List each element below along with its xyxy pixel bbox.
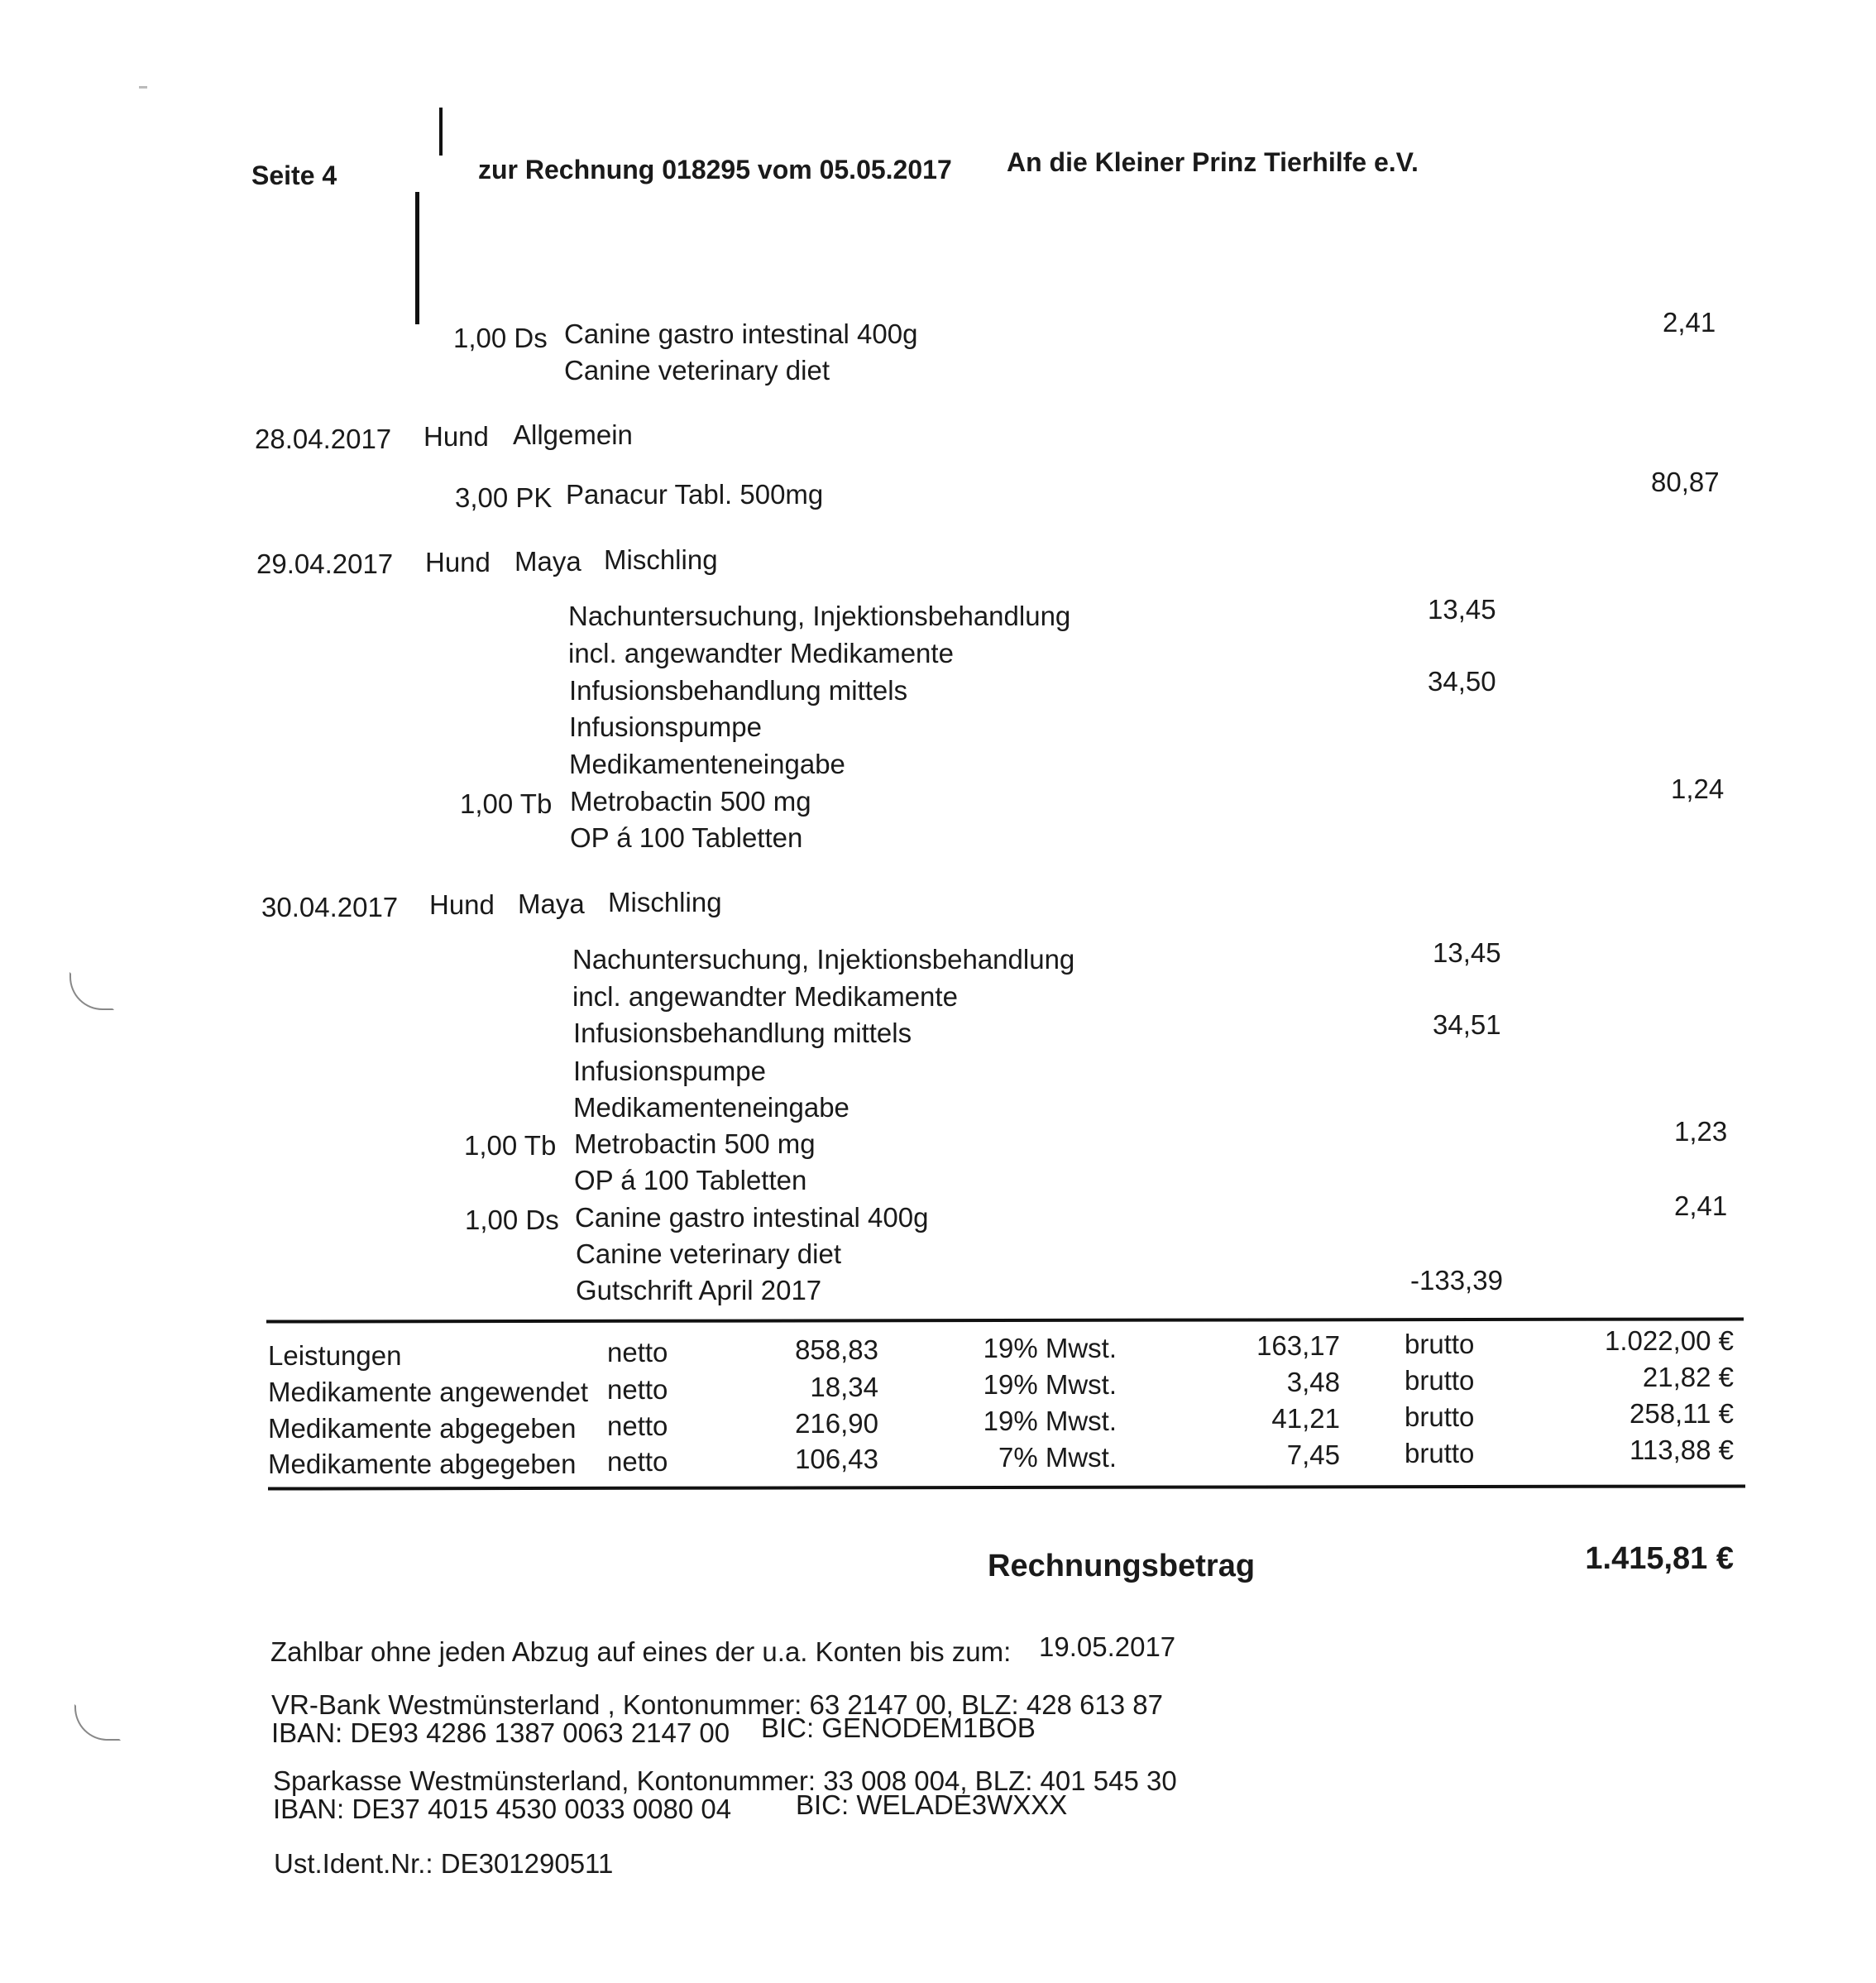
entry-name: Maya [514, 546, 581, 577]
summary-brutto: 113,88 € [1629, 1435, 1734, 1465]
due-date: 19.05.2017 [1039, 1631, 1176, 1662]
summary-tax-rate: 19% Mwst. [983, 1406, 1117, 1436]
service-desc-2: incl. angewandter Medikamente [572, 981, 958, 1012]
line-qty: 1,00 Tb [460, 788, 553, 819]
service-desc-2: Infusionspumpe [573, 1056, 766, 1086]
summary-tax-amount: 7,45 [1286, 1439, 1340, 1470]
summary-tax-amount: 163,17 [1256, 1330, 1340, 1361]
summary-brutto: 258,11 € [1629, 1398, 1734, 1429]
scan-speck [139, 86, 147, 89]
recipient: An die Kleiner Prinz Tierhilfe e.V. [1007, 147, 1419, 177]
line-desc: Metrobactin 500 mg [574, 1128, 816, 1159]
summary-label: Medikamente abgegeben [268, 1413, 577, 1444]
line-amount: 1,23 [1674, 1116, 1728, 1147]
punch-hole-mark-1 [69, 972, 114, 1010]
invoice-reference: zur Rechnung 018295 vom 05.05.2017 [478, 155, 952, 184]
bank1-account: VR-Bank Westmünsterland , Kontonummer: 63 2147 00, BLZ: 428 613 87 [271, 1689, 1164, 1720]
line-qty: 3,00 PK [455, 482, 553, 513]
service-amount: 13,45 [1428, 594, 1496, 625]
payment-terms: Zahlbar ohne jeden Abzug auf eines der u.a. Konten bis zum: [270, 1636, 1012, 1667]
line-desc: Metrobactin 500 mg [570, 786, 811, 817]
summary-bottom-rule [268, 1484, 1745, 1490]
bank2-iban: IBAN: DE37 4015 4530 0033 0080 04 [273, 1794, 732, 1824]
entry-date: 28.04.2017 [255, 424, 392, 454]
line-desc-2: Canine veterinary diet [564, 355, 830, 386]
service-amount: 34,50 [1428, 666, 1496, 697]
bank1-iban: IBAN: DE93 4286 1387 0063 2147 00 [271, 1717, 730, 1748]
service-amount: 34,51 [1433, 1009, 1501, 1040]
line-amount: 2,41 [1674, 1190, 1728, 1221]
punch-hole-mark-2 [74, 1704, 121, 1741]
total-amount: 1.415,81 € [1585, 1541, 1734, 1576]
line-qty: 1,00 Ds [453, 323, 548, 353]
line-qty: 1,00 Ds [465, 1205, 559, 1235]
summary-tax-rate: 19% Mwst. [983, 1369, 1117, 1400]
bank2-bic: BIC: WELADE3WXXX [796, 1789, 1068, 1820]
summary-brutto-label: brutto [1405, 1365, 1475, 1396]
summary-label: Medikamente angewendet [268, 1377, 589, 1407]
summary-brutto-label: brutto [1405, 1438, 1475, 1468]
summary-tax-amount: 3,48 [1286, 1367, 1340, 1397]
bank1-bic: BIC: GENODEM1BOB [761, 1712, 1036, 1743]
summary-netto-label: netto [607, 1411, 668, 1441]
service-desc: Infusionsbehandlung mittels [573, 1018, 912, 1048]
summary-top-rule [266, 1317, 1744, 1323]
line-desc: Canine gastro intestinal 400g [575, 1202, 929, 1233]
entry-date: 30.04.2017 [261, 892, 399, 922]
summary-netto: 858,83 [795, 1334, 878, 1365]
line-desc-2: OP á 100 Tabletten [574, 1165, 807, 1195]
summary-brutto: 1.022,00 € [1605, 1325, 1734, 1356]
summary-tax-rate: 7% Mwst. [998, 1442, 1117, 1473]
service-desc: Nachuntersuchung, Injektionsbehandlung [568, 601, 1071, 631]
scan-mark-top [439, 108, 443, 156]
summary-netto: 216,90 [795, 1408, 878, 1439]
summary-netto-label: netto [607, 1337, 668, 1368]
summary-tax-rate: 19% Mwst. [983, 1333, 1117, 1363]
vat-id: Ust.Ident.Nr.: DE301290511 [274, 1848, 614, 1879]
summary-netto-label: netto [607, 1446, 668, 1477]
summary-netto: 18,34 [810, 1372, 878, 1402]
entry-species: Hund [425, 547, 491, 577]
scan-mark-left [415, 192, 419, 324]
summary-netto: 106,43 [795, 1444, 878, 1474]
summary-brutto-label: brutto [1405, 1329, 1475, 1359]
summary-brutto-label: brutto [1405, 1401, 1475, 1432]
line-amount: 1,24 [1671, 774, 1725, 804]
entry-name: Allgemein [513, 419, 633, 450]
line-qty: 1,00 Tb [464, 1130, 557, 1161]
service-desc: Medikamenteneingabe [569, 749, 845, 779]
page-number: Seite 4 [251, 160, 337, 190]
line-desc: Panacur Tabl. 500mg [566, 479, 824, 510]
entry-date: 29.04.2017 [256, 548, 394, 579]
line-desc-2: OP á 100 Tabletten [570, 822, 803, 853]
service-amount: 13,45 [1433, 937, 1501, 968]
service-desc-2: Infusionspumpe [569, 711, 762, 742]
summary-brutto: 21,82 € [1642, 1362, 1734, 1392]
credit-amount: -133,39 [1410, 1265, 1503, 1296]
entry-breed: Mischling [608, 887, 722, 917]
summary-tax-amount: 41,21 [1271, 1403, 1340, 1434]
service-desc: Medikamenteneingabe [573, 1092, 849, 1123]
summary-netto-label: netto [607, 1374, 668, 1405]
service-desc: Nachuntersuchung, Injektionsbehandlung [572, 944, 1075, 975]
credit-desc: Gutschrift April 2017 [576, 1275, 822, 1305]
entry-species: Hund [429, 889, 495, 920]
service-desc-2: incl. angewandter Medikamente [568, 638, 954, 668]
line-desc: Canine gastro intestinal 400g [564, 319, 918, 349]
entry-species: Hund [424, 421, 489, 452]
service-desc: Infusionsbehandlung mittels [569, 675, 908, 706]
entry-name: Maya [518, 889, 585, 919]
summary-label: Medikamente abgegeben [268, 1449, 577, 1479]
total-label: Rechnungsbetrag [988, 1549, 1256, 1583]
line-amount: 2,41 [1663, 307, 1716, 338]
line-desc-2: Canine veterinary diet [576, 1238, 842, 1269]
entry-breed: Mischling [604, 544, 718, 575]
bank2-account: Sparkasse Westmünsterland, Kontonummer: 33 008 004, BLZ: 401 545 30 [273, 1765, 1177, 1796]
summary-label: Leistungen [268, 1340, 402, 1371]
line-amount: 80,87 [1651, 467, 1720, 497]
